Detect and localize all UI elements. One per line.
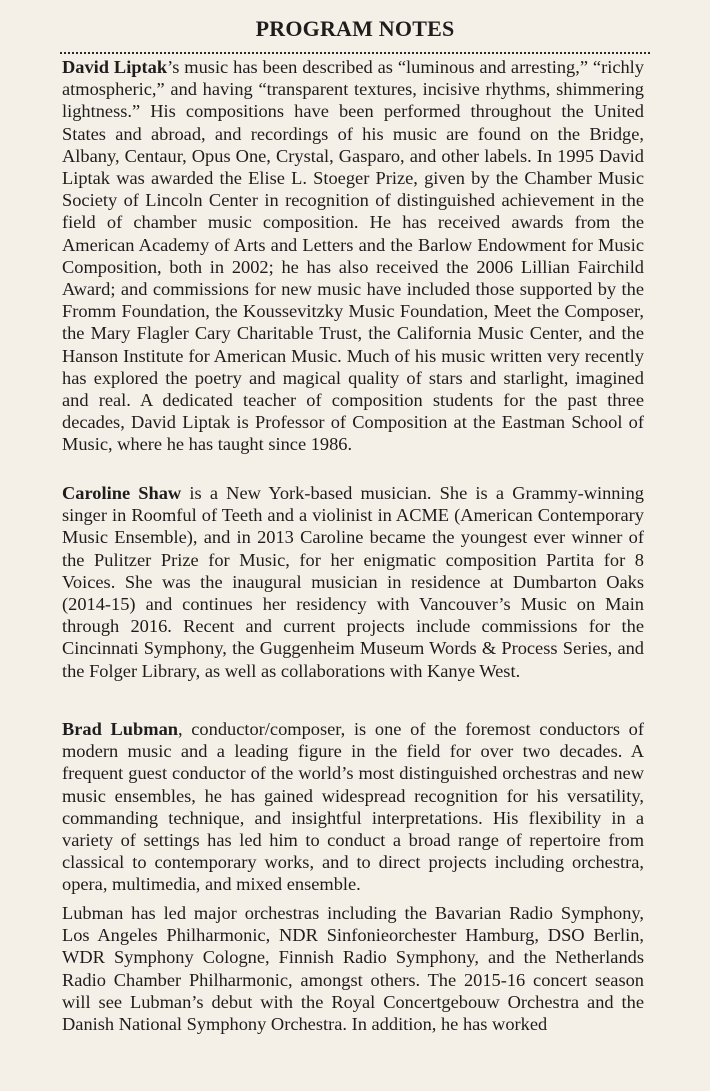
liptak-bio-text: ’s music has been described as “luminous and arresting,” “richly atmospheric,” and having “transparent textures, incisive rhythms, shimmering lightness.” His compositions have been performed throughout the United States and abroad, and recordings of his music are found on the Bridge, Albany, Centaur, Opus One, Crystal, Gasparo, and other labels. In 1995 David Liptak was awarded the Elise L. Stoeger Prize, given by the Chamber Music Society of Lincoln Center in recognition of distinguished achievement in the field of chamber music composition. He has received awards from the American Academy of Arts and Letters and the Barlow Endowment for Music Composition, both in 2002; he has also received the 2006 Lillian Fairchild Award; and commissions for new music have included those supported by the Fromm Foundation, the Koussevitzky Music Foundation, Meet the Composer, the Mary Flagler Cary Charitable Trust, the California Music Center, and the Hanson Institute for American Music. Much of his music written very recently has explored the poetry and magical quality of stars and starlight, imagined and real. A dedicated teacher of composition students for the past three decades, David Liptak is Professor of Composition at the Eastman School of Music, where he has taught since 1986. bbox=[62, 57, 644, 455]
lubman-bio-paragraph bbox=[62, 718, 644, 896]
liptak-bio-paragraph bbox=[62, 56, 644, 456]
shaw-name: Caroline Shaw bbox=[62, 483, 182, 503]
lubman-orchestras-text: Lubman has led major orchestras including the Bavarian Radio Symphony, Los Angeles Philharmonic, NDR Sinfonieorchester Hamburg, DSO Berlin, WDR Symphony Cologne, Finnish Radio Symphony, and the Netherlands Radio Chamber Philharmonic, amongst others. The 2015-16 concert season will see Lubman’s debut with the Royal Concertgebouw Orchestra and the Danish National Symphony Orchestra. In addition, he has worked bbox=[62, 903, 644, 1035]
shaw-bio-text: is a New York-based musician. She is a Grammy-winning singer in Roomful of Teeth and a violinist in ACME (American Contemporary Music Ensemble), and in 2013 Caroline became the youngest ever winner of the Pulitzer Prize for Music, for her enigmatic composition Partita for 8 Voices. She was the inaugural musician in residence at Dumbarton Oaks (2014-15) and continues her residency with Vancouver’s Music on Main through 2016. Recent and current projects include commissions for the Cincinnati Symphony, the Guggenheim Museum Words & Process Series, and the Folger Library, as well as collaborations with Kanye West. bbox=[62, 483, 644, 681]
shaw-bio-paragraph bbox=[62, 482, 644, 682]
lubman-orchestras-paragraph bbox=[62, 902, 644, 1035]
lubman-name: Brad Lubman bbox=[62, 719, 178, 739]
liptak-name: David Liptak bbox=[62, 57, 168, 77]
title-divider bbox=[60, 52, 650, 54]
page-title: PROGRAM NOTES bbox=[255, 16, 455, 41]
lubman-bio-text: , conductor/composer, is one of the foremost conductors of modern music and a leading figure in the field for over two decades. A frequent guest conductor of the world’s most distinguished orchestras and new music ensembles, he has gained widespread recognition for his versatility, commanding technique, and insightful interpretations. His flexibility in a variety of settings has led him to conduct a broad range of repertoire from classical to contemporary works, and to direct projects including orchestra, opera, multimedia, and mixed ensemble. bbox=[62, 719, 644, 895]
